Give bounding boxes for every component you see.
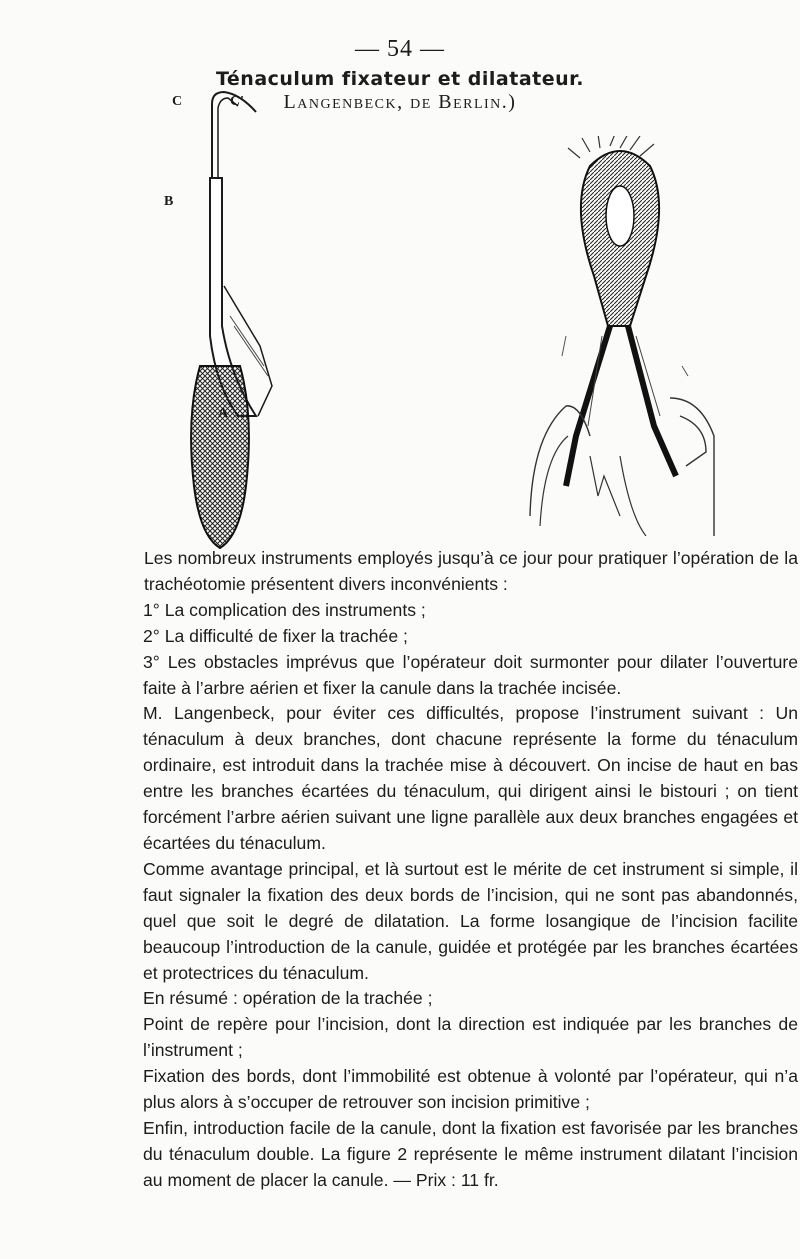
figure-tenaculum-closed [160,86,290,552]
paragraph-intro: Les nombreux instruments employés jusqu’à ce jour pour pratiquer l’opération de la trachéotomie présentent divers inconvénients : [144,548,798,594]
paragraph-reference-point: Point de repère pour l’incision, dont la direction est indiquée par les branches de l’instrument ; [143,1014,798,1061]
body-text [126,546,798,1194]
figure-tenaculum-dilating [470,136,720,536]
list-item-3: 3° Les obstacles imprévus que l’opérateur doit surmonter pour dilater l’ouverture faite à l’arbre aérien et fixer la canule dans la trachée incisée. [143,651,798,698]
tenaculum-dilating-drawing [470,136,720,536]
page-title: Ténaculum fixateur et dilatateur. [215,68,585,90]
page-number: — 54 — [355,36,445,62]
tenaculum-closed-drawing [160,86,290,552]
figure-label-b: B [164,194,174,209]
figure-label-c: C [172,94,183,109]
list-item-1: 1° La complication des instruments ; [143,599,426,620]
figure-label-a: A [218,406,229,421]
paragraph-conclusion: Enfin, introduction facile de la canule, dont la fixation est favorisée par les branches du ténaculum double. La figure 2 représente le même instrument dilatant l’incision au moment de placer la canule. — Prix : 11 fr. [143,1117,798,1190]
paragraph-langenbeck: M. Langenbeck, pour éviter ces difficultés, propose l’instrument suivant : Un ténaculum à deux branches, dont chacune représente la forme du ténaculum ordinaire, est introduit dans la trachée mise à découvert. On incise de haut en bas entre les branches écartées du ténaculum, qui dirigent ainsi le bistouri ; on tient forcément l’arbre aérien suivant une ligne parallèle aux deux branches engagées et écartées du ténaculum. [143,703,798,853]
paragraph-summary: En résumé : opération de la trachée ; [143,988,433,1009]
list-item-2: 2° La difficulté de fixer la trachée ; [143,625,408,646]
figure-label-c-prime: C' [230,94,244,109]
page-subtitle: Langenbeck, de Berlin.) [283,91,517,113]
paragraph-advantage: Comme avantage principal, et là surtout est le mérite de cet instrument si simple, il faut signaler la fixation des deux bords de l’incision, qui ne sont pas abandonnés, quel que soit le degré de dilatation. La forme losangique de l’incision facilite beaucoup l’introduction de la canule, guidée et protégée par les branches écartées et protectrices du ténaculum. [143,858,798,983]
paragraph-fixation: Fixation des bords, dont l’immobilité est obtenue à volonté par l’opérateur, qui n’a plus alors à s’occuper de retrouver son incision primitive ; [143,1066,798,1113]
